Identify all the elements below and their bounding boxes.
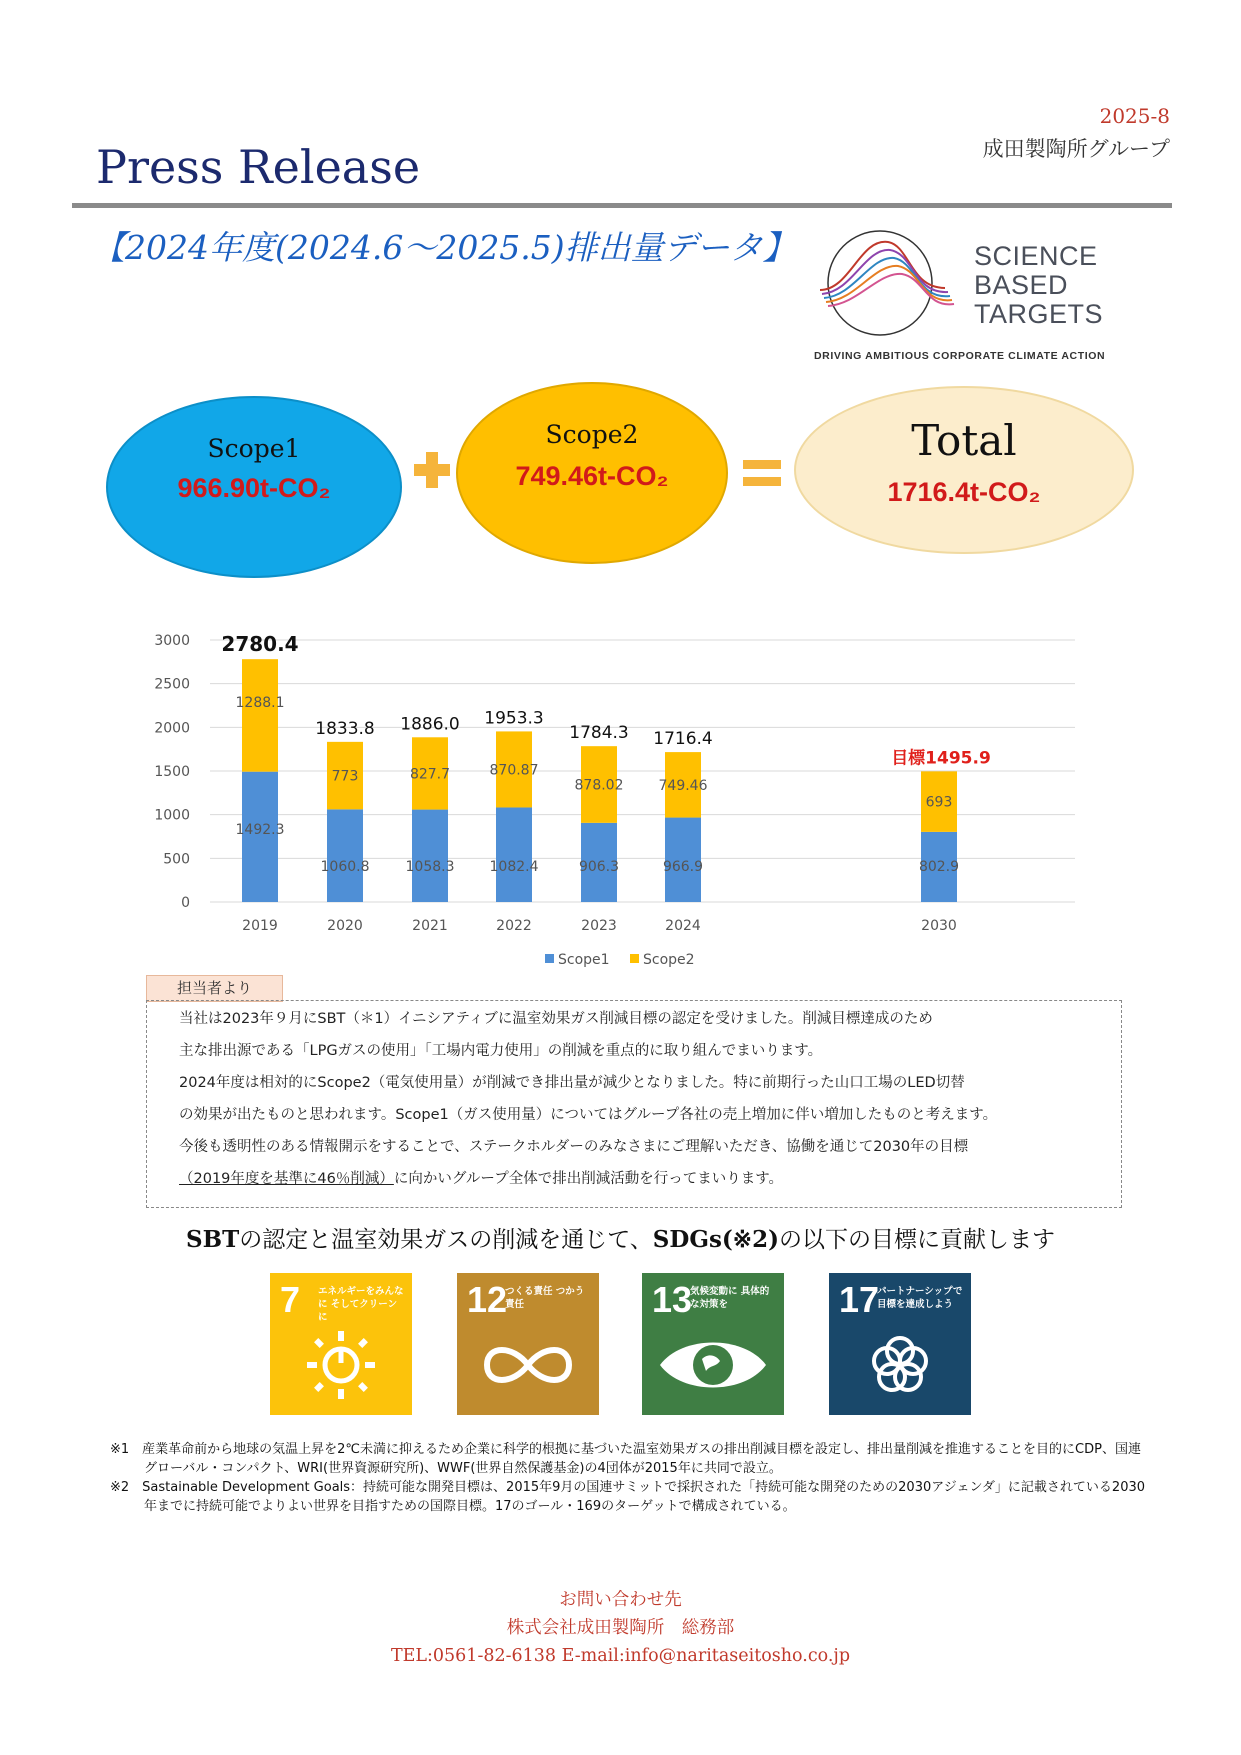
- scope2-data-label: 773: [331, 768, 359, 785]
- note-line-last: [147, 1163, 1121, 1195]
- y-tick-label: 1000: [154, 807, 190, 824]
- company-name: 成田製陶所グループ: [982, 137, 1170, 161]
- x-tick-label: 2023: [581, 918, 617, 934]
- legend-label-scope1: Scope1: [558, 952, 610, 968]
- legend-swatch-scope2: [630, 954, 639, 963]
- note-target-underlined: （2019年度を基準に46％削減）: [179, 1171, 394, 1187]
- total-label: 1886.0: [400, 714, 460, 735]
- sdg-heading-text2: の以下の目標に貢献します: [778, 1227, 1055, 1253]
- scope2-data-label: 1288.1: [235, 695, 285, 712]
- scope1-data-label: 966.9: [662, 859, 704, 875]
- legend-swatch-scope1: [545, 954, 554, 963]
- scope2-data-label: 693: [925, 794, 953, 811]
- sbt-word-2: BASED: [974, 270, 1069, 300]
- sdg-label: パートナーシップで 目標を達成しよう: [877, 1286, 963, 1310]
- sdg-goal-17: [829, 1273, 971, 1415]
- y-tick-label: 2000: [154, 720, 190, 737]
- scope2-value: 749.46t-CO₂: [515, 461, 669, 491]
- plus-icon: [412, 450, 452, 490]
- total-label: 1833.8: [315, 718, 375, 739]
- note-line: の効果が出たものと思われます。Scope1（ガス使用量）についてはグループ各社の売上増加に伴い増加したものと考えます。: [179, 1107, 998, 1123]
- scope1-data-label: 1492.3: [235, 821, 285, 838]
- contact-footer: [0, 1586, 1241, 1670]
- legend-label-scope2: Scope2: [643, 952, 695, 968]
- sdg-num: 7: [280, 1279, 301, 1320]
- sbt-logo: [810, 228, 1140, 368]
- contact-note-box: [146, 1000, 1122, 1208]
- total-label: 1784.3: [569, 723, 629, 744]
- y-tick-label: 3000: [154, 633, 190, 649]
- scope2-data-label: 827.7: [409, 766, 451, 783]
- note-line: 今後も透明性のある情報開示をすることで、ステークホルダーのみなさまにご理解いただき、協働を通じて2030年の目標: [179, 1139, 969, 1155]
- sdg-goal-7: [270, 1273, 412, 1415]
- title-divider: [72, 203, 1172, 208]
- eye-globe-icon: [642, 1273, 784, 1415]
- total-label: Total: [911, 416, 1017, 465]
- x-tick-label: 2030: [921, 918, 957, 934]
- footnote-1: ※1 産業革命前から地球の気温上昇を2℃未満に抑えるため企業に科学的根拠に基づいた温室効果ガスの排出削減目標を設定し、排出量削減を推進することを目的にCDP、国連グローバル・コンパクト、WRI(世界資源研究所)、WWF(世界自然保護基金)の4団体が2015年に共同で設立。: [110, 1442, 1141, 1476]
- sdg-goal-13: [642, 1273, 784, 1415]
- scope1-data-label: 1082.4: [489, 859, 539, 875]
- footnotes: [110, 1440, 1150, 1516]
- scope2-bar: [242, 659, 278, 771]
- x-tick-label: 2024: [665, 918, 701, 934]
- sbt-wordmark: [974, 242, 1103, 329]
- sdg-heading-bold2: SDGs(※2): [652, 1226, 779, 1253]
- scope2-ellipse: [456, 382, 728, 564]
- note-line: 当社は2023年９月にSBT（＊1）イニシアティブに温室効果ガス削減目標の認定を受けました。削減目標達成のため: [179, 1011, 933, 1027]
- sdg-goal-12: [457, 1273, 599, 1415]
- x-tick-label: 2020: [327, 918, 363, 934]
- y-tick-label: 0: [181, 895, 190, 911]
- scope2-data-label: 870.87: [489, 762, 539, 779]
- scope1-data-label: 1060.8: [320, 859, 370, 875]
- infinity-icon: [457, 1273, 599, 1415]
- release-date: 2025-8: [1099, 104, 1170, 128]
- scope1-label: Scope1: [207, 434, 301, 463]
- y-tick-label: 500: [163, 851, 190, 868]
- sdg-label: 気候変動に 具体的な対策を: [690, 1286, 770, 1310]
- total-value: 1716.4t-CO₂: [887, 477, 1041, 507]
- scope1-bar: [412, 810, 448, 902]
- x-tick-label: 2022: [496, 918, 532, 934]
- x-tick-label: 2021: [412, 918, 448, 934]
- y-tick-label: 2500: [154, 676, 190, 693]
- scope1-bar: [327, 809, 363, 902]
- sdg-num: 13: [652, 1279, 693, 1320]
- footer-heading: お問い合わせ先: [559, 1590, 682, 1610]
- contact-tab: 担当者より: [146, 975, 283, 1002]
- total-label: 1716.4: [653, 729, 713, 750]
- sbt-word-3: TARGETS: [974, 299, 1104, 329]
- note-last-rest: に向かいグループ全体で排出削減活動を行ってまいります。: [393, 1171, 784, 1187]
- target-total-label: 目標1495.9: [891, 748, 991, 769]
- sun-power-icon: [270, 1273, 412, 1415]
- sdg-heading: [0, 1221, 1241, 1254]
- scope1-data-label: 802.9: [918, 859, 960, 875]
- scope2-data-label: 878.02: [574, 777, 624, 794]
- scope1-data-label: 1058.3: [405, 859, 455, 875]
- sbt-word-1: SCIENCE: [974, 241, 1098, 271]
- note-line: 2024年度は相対的にScope2（電気使用量）が削減でき排出量が減少となりました。特に前期行った山口工場のLED切替: [179, 1075, 965, 1091]
- sdg-num: 12: [467, 1279, 508, 1320]
- total-label: 1953.3: [484, 708, 544, 729]
- sbt-wave-icon: [810, 228, 970, 338]
- scope1-value: 966.90t-CO₂: [177, 473, 331, 503]
- rings-icon: [829, 1273, 971, 1415]
- sdg-heading-text1: の認定と温室効果ガスの削減を通じて、: [239, 1227, 653, 1253]
- total-ellipse: [794, 386, 1134, 554]
- scope2-data-label: 749.46: [658, 777, 708, 794]
- page-subtitle: 【2024年度(2024.6～2025.5)排出量データ】: [92, 228, 796, 267]
- page-title: Press Release: [96, 140, 421, 194]
- scope1-data-label: 906.3: [578, 859, 620, 875]
- sdg-num: 17: [839, 1279, 880, 1320]
- scope2-label: Scope2: [545, 420, 639, 449]
- footnote-2: ※2 Sastainable Development Goals：持続可能な開発目標は、2015年9月の国連サミットで採択された「持続可能な開発のための2030アジェンダ」に記載されている2030年までに持続可能でよりよい世界を目指すための国際目標。17のゴール・169のターゲットで構成されている。: [110, 1480, 1146, 1514]
- sdg-label: エネルギーをみんなに そしてクリーンに: [318, 1286, 404, 1323]
- sdg-label: つくる責任 つかう責任: [505, 1286, 585, 1310]
- equals-icon: [743, 458, 781, 488]
- scope1-ellipse: [106, 396, 402, 578]
- footer-contact-info: TEL:0561-82-6138 E-mail:info@naritaseitosho.co.jp: [390, 1646, 851, 1666]
- note-line: 主な排出源である「LPGガスの使用」「工場内電力使用」の削減を重点的に取り組んでまいります。: [179, 1043, 823, 1059]
- scope1-bar: [496, 807, 532, 902]
- x-tick-label: 2019: [242, 918, 278, 934]
- emissions-chart: [150, 620, 1090, 970]
- y-tick-label: 1500: [154, 764, 190, 780]
- sdg-heading-bold1: SBT: [186, 1226, 240, 1253]
- total-label: 2780.4: [221, 632, 299, 657]
- sbt-tagline: DRIVING AMBITIOUS CORPORATE CLIMATE ACTION: [814, 350, 1106, 362]
- footer-department: 株式会社成田製陶所 総務部: [506, 1618, 735, 1638]
